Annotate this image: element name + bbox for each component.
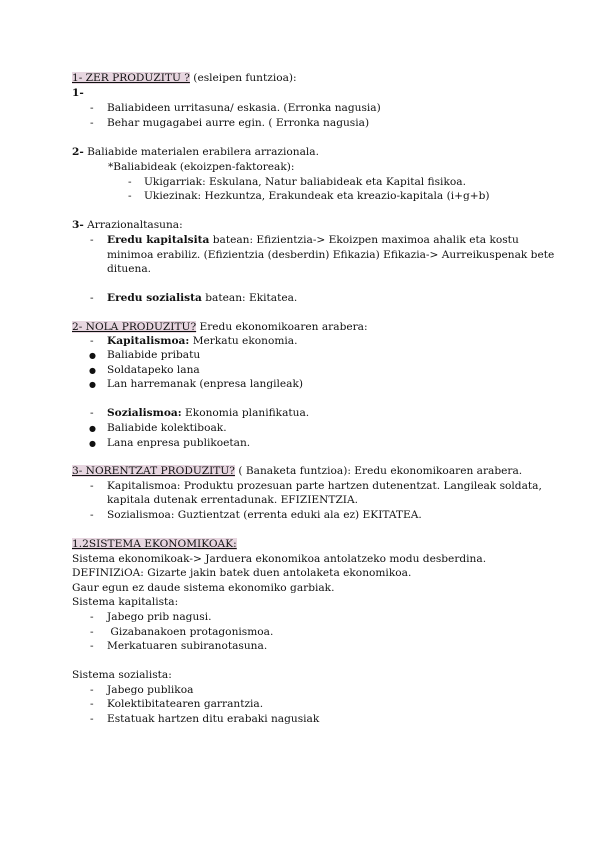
paragraph-line: Gaur egun ez daude sistema ekonomiko garbiak. [72,582,335,594]
list-item: Kolektibitatearen garrantzia. [107,698,264,710]
list-item: Sozialismoa: Guztientzat (errenta eduki ala ez) EKITATEA. [107,509,422,521]
dash-marker: - [90,407,94,419]
list-item: Behar mugagabei aurre egin. ( Erronka nagusia) [107,117,370,129]
dash-marker: - [90,713,94,725]
list-item: Lana enpresa publikoetan. [107,437,251,449]
dash-marker: - [90,509,94,521]
section-heading: 3- NORENTZAT PRODUZITU? ( Banaketa funtzioa): Eredu ekonomikoaren arabera. [72,465,523,477]
section-heading: 2- Baliabide materialen erabilera arrazionala. [72,146,319,158]
dash-marker: - [90,611,94,623]
sub-heading: Sistema kapitalista: [72,596,179,608]
sub-heading: Sistema sozialista: [72,669,172,681]
list-item: Estatuak hartzen ditu erabaki nagusiak [107,713,320,725]
list-item: Jabego prib nagusi. [107,611,212,623]
dash-marker: - [90,234,94,246]
list-item: Ukigarriak: Eskulana, Natur baliabideak eta Kapital fisikoa. [144,176,466,188]
list-item: Eredu sozialista batean: Ekitatea. [107,292,298,304]
list-item: Baliabide kolektiboak. [107,422,227,434]
list-item: Sozialismoa: Ekonomia planifikatua. [107,407,310,419]
dash-marker: - [90,102,94,114]
bullet-marker: ● [89,351,96,360]
list-item-continuation: kapitala dutenak errentadunak. EFIZIENTZIA. [107,494,359,506]
list-item: Kapitalismoa: Merkatu ekonomia. [107,335,298,347]
dash-marker: - [90,117,94,129]
dash-marker: - [90,640,94,652]
bullet-marker: ● [89,366,96,375]
dash-marker: - [90,698,94,710]
dash-marker: - [90,626,94,638]
list-item: Gizabanakoen protagonismoa. [107,626,274,638]
list-item: Lan harremanak (enpresa langileak) [107,378,304,390]
list-item: Baliabideen urritasuna/ eskasia. (Erronka nagusia) [107,102,381,114]
bullet-marker: ● [89,380,96,389]
list-item: Baliabide pribatu [107,349,201,361]
dash-marker: - [90,480,94,492]
list-item: Soldatapeko lana [107,364,200,376]
section-heading: 1- ZER PRODUZITU ? (esleipen funtzioa): [72,72,297,84]
list-item: Eredu kapitalsita batean: Efizientzia-> Ekoizpen maximoa ahalik eta kostu [107,234,519,246]
dash-marker: - [90,684,94,696]
bullet-marker: ● [89,439,96,448]
paragraph-line: Sistema ekonomikoak-> Jarduera ekonomikoa antolatzeko modu desberdina. [72,553,487,565]
list-item-continuation: dituena. [107,263,152,275]
section-heading: 3- Arrazionaltasuna: [72,219,183,231]
list-item: Merkatuaren subiranotasuna. [107,640,268,652]
dash-marker: - [128,176,132,188]
paragraph-line: DEFINIZiOA: Gizarte jakin batek duen antolaketa ekonomikoa. [72,567,412,579]
dash-marker: - [90,335,94,347]
bullet-marker: ● [89,424,96,433]
sub-heading: *Baliabideak (ekoizpen-faktoreak): [108,161,295,173]
list-item-continuation: minimoa erabiliz. (Efizientzia (desberdin) Efikazia) Efikazia-> Aurreikuspenak bete [107,249,555,261]
dash-marker: - [128,190,132,202]
list-item: Kapitalismoa: Produktu prozesuan parte hartzen dutenentzat. Langileak soldata, [107,480,542,492]
section-heading: 1.2SISTEMA EKONOMIKOAK: [72,538,237,550]
dash-marker: - [90,292,94,304]
list-item: Ukiezinak: Hezkuntza, Erakundeak eta kreazio-kapitala (i+g+b) [144,190,490,202]
section-number: 1- [72,87,84,99]
list-item: Jabego publikoa [107,684,194,696]
section-heading: 2- NOLA PRODUZITU? Eredu ekonomikoaren arabera: [72,321,368,333]
